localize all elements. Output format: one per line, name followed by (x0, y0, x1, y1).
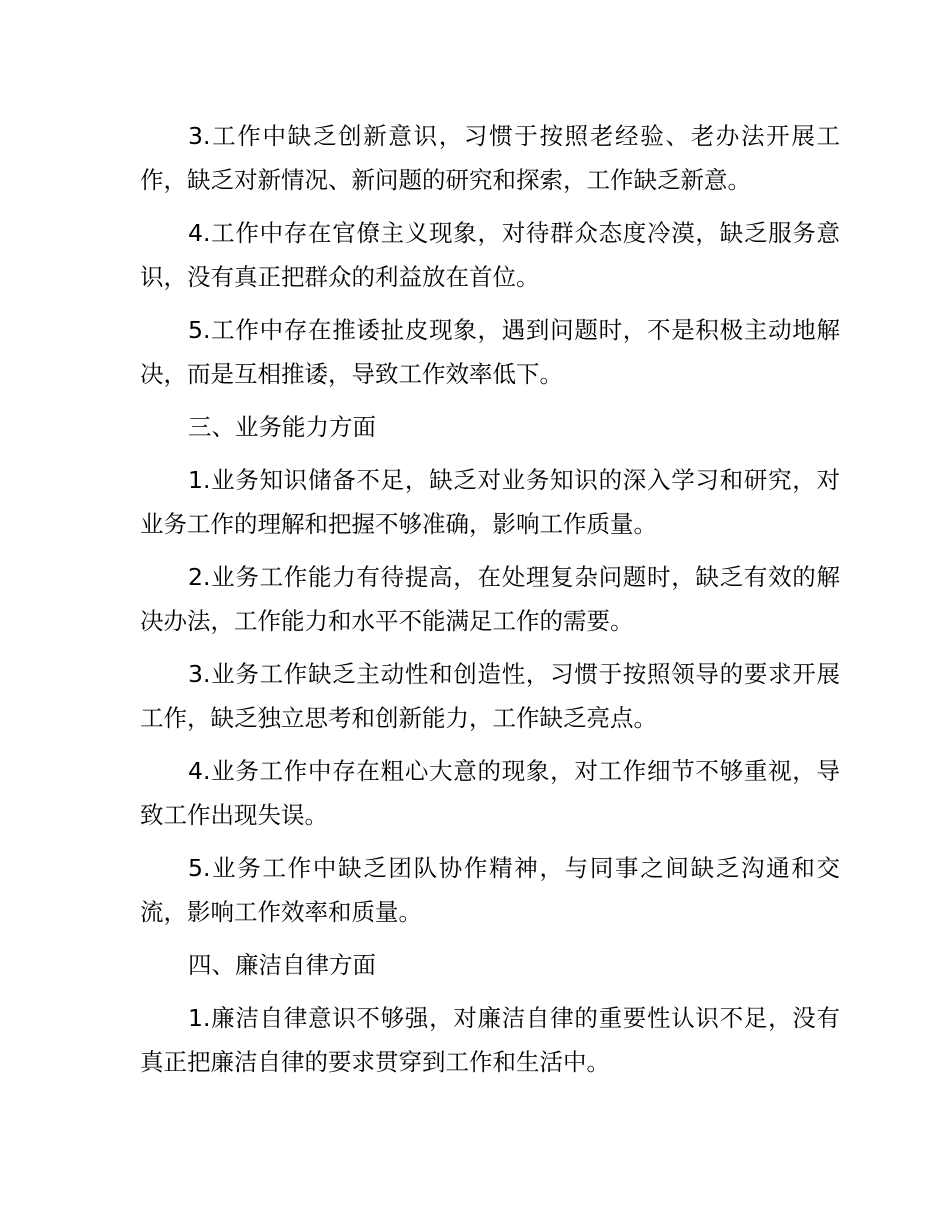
paragraph-5-teamwork: 5.业务工作中缺乏团队协作精神，与同事之间缺乏沟通和交流，影响工作效率和质量。 (140, 854, 840, 926)
paragraph-5-buck-passing: 5.工作中存在推诿扯皮现象，遇到问题时，不是积极主动地解决，而是互相推诿，导致工作效率低下。 (140, 316, 840, 388)
section-heading-integrity: 四、廉洁自律方面 (188, 951, 376, 979)
paragraph-3-innovation: 3.工作中缺乏创新意识，习惯于按照老经验、老办法开展工作，缺乏对新情况、新问题的研究和探索，工作缺乏新意。 (140, 122, 840, 194)
paragraph-1-integrity-awareness: 1.廉洁自律意识不够强，对廉洁自律的重要性认识不足，没有真正把廉洁自律的要求贯穿到工作和生活中。 (140, 1004, 840, 1076)
section-heading-business-ability: 三、业务能力方面 (188, 413, 376, 441)
paragraph-3-initiative: 3.业务工作缺乏主动性和创造性，习惯于按照领导的要求开展工作，缺乏独立思考和创新能力，工作缺乏亮点。 (140, 660, 840, 732)
paragraph-4-carelessness: 4.业务工作中存在粗心大意的现象，对工作细节不够重视，导致工作出现失误。 (140, 757, 840, 829)
paragraph-2-capability: 2.业务工作能力有待提高，在处理复杂问题时，缺乏有效的解决办法，工作能力和水平不能满足工作的需要。 (140, 563, 840, 635)
paragraph-4-bureaucracy: 4.工作中存在官僚主义现象，对待群众态度冷漠，缺乏服务意识，没有真正把群众的利益放在首位。 (140, 219, 840, 291)
document-body (140, 114, 840, 1093)
paragraph-1-knowledge: 1.业务知识储备不足，缺乏对业务知识的深入学习和研究，对业务工作的理解和把握不够准确，影响工作质量。 (140, 466, 840, 538)
